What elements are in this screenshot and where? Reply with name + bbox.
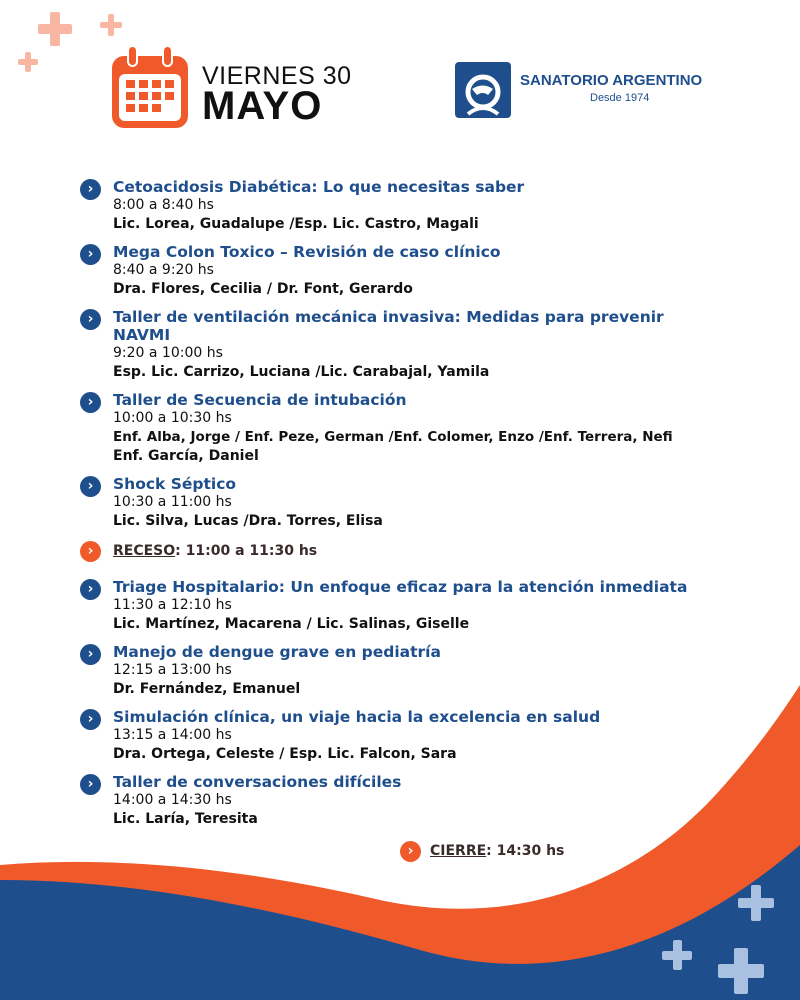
list-item [80,475,780,531]
session-speakers: Lic. Lorea, Guadalupe /Esp. Lic. Castro, Magali [113,216,479,232]
chevron-right-icon: › [80,392,101,413]
chevron-right-icon: › [400,841,421,862]
plus-icon [38,12,72,46]
closing-row [400,841,564,862]
session-time: 12:15 a 13:00 hs [113,662,232,678]
brand-name: SANATORIO ARGENTINO [520,72,703,89]
session-time: 10:00 a 10:30 hs [113,410,232,426]
list-item [80,708,780,764]
session-time: 14:00 a 14:30 hs [113,792,232,808]
session-title: Taller de ventilación mecánica invasiva: Medidas para prevenir NAVMI [113,308,664,344]
session-title: Taller de conversaciones difíciles [113,773,402,791]
list-item [80,578,780,634]
session-title: Mega Colon Toxico – Revisión de caso clínico [113,243,501,261]
list-item [80,243,780,299]
calendar-icon [110,46,190,132]
brand-since: Desde 1974 [590,92,650,104]
session-title: Cetoacidosis Diabética: Lo que necesitas saber [113,178,525,196]
chevron-right-icon: › [80,644,101,665]
session-speakers: Enf. García, Daniel [113,448,259,464]
date-month: MAYO [202,84,323,128]
session-time: 13:15 a 14:00 hs [113,727,232,743]
session-speakers: Lic. Laría, Teresita [113,811,258,827]
date-day: VIERNES 30 [202,62,352,90]
chevron-right-icon: › [80,309,101,330]
session-speakers: Lic. Silva, Lucas /Dra. Torres, Elisa [113,513,383,529]
recess-label: RECESO [113,543,176,559]
sanatorio-logo-icon [455,62,511,118]
chevron-right-icon: › [80,774,101,795]
plus-icon [662,940,692,970]
chevron-right-icon: › [80,179,101,200]
session-title: Triage Hospitalario: Un enfoque eficaz para la atención inmediata [113,578,688,596]
schedule-list [80,178,780,838]
session-time: 9:20 a 10:00 hs [113,345,223,361]
list-item [80,643,780,699]
recess-time: : 11:00 a 11:30 hs [175,543,318,559]
list-item [80,308,780,382]
plus-icon [718,948,764,994]
session-time: 11:30 a 12:10 hs [113,597,232,613]
closing-label: CIERRE [430,843,487,859]
session-speakers: Enf. Alba, Jorge / Enf. Peze, German /Enf. Colomer, Enzo /Enf. Terrera, Nefi [113,429,673,445]
session-speakers: Dr. Fernández, Emanuel [113,681,301,697]
chevron-right-icon: › [80,476,101,497]
header [110,44,730,134]
session-time: 10:30 a 11:00 hs [113,494,232,510]
session-title: Shock Séptico [113,475,237,493]
session-speakers: Lic. Martínez, Macarena / Lic. Salinas, Giselle [113,616,470,632]
session-title: Taller de Secuencia de intubación [113,391,407,409]
chevron-right-icon: › [80,244,101,265]
session-title: Simulación clínica, un viaje hacia la excelencia en salud [113,708,601,726]
session-speakers: Esp. Lic. Carrizo, Luciana /Lic. Carabajal, Yamila [113,364,490,380]
session-time: 8:40 a 9:20 hs [113,262,214,278]
list-item [80,773,780,829]
plus-icon [18,52,38,72]
session-time: 8:00 a 8:40 hs [113,197,214,213]
chevron-right-icon: › [80,709,101,730]
list-item [80,391,780,466]
session-speakers: Dra. Flores, Cecilia / Dr. Font, Gerardo [113,281,413,297]
plus-icon [738,885,774,921]
chevron-right-icon: › [80,579,101,600]
session-title: Manejo de dengue grave en pediatría [113,643,441,661]
plus-icon [100,14,122,36]
list-item [80,178,780,234]
chevron-right-icon: › [80,541,101,562]
recess-row [80,540,780,562]
session-speakers: Dra. Ortega, Celeste / Esp. Lic. Falcon, Sara [113,746,457,762]
closing-time: : 14:30 hs [486,843,565,859]
